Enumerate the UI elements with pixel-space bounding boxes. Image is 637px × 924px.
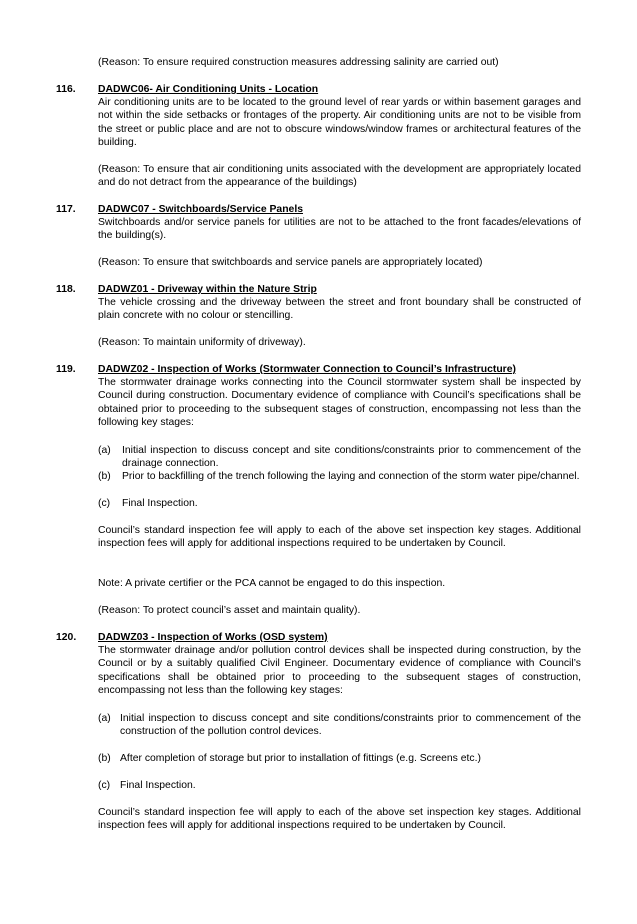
list-item-label: (a) [98,713,111,724]
condition-body: The stormwater drainage works connecting into the Council stormwater system shall be inspected by Council during construction. Documentary evidence of compliance with Council’s specifications shall be obtained prior to proceeding to the subsequent stages of construction, encompassing not less than the following key stages: [98,377,581,429]
list-item-text: Final Inspection. [122,498,198,509]
list-item-text: Initial inspection to discuss concept and site conditions/constraints prior to commencement of the drainage connection. [122,445,581,470]
condition-body: Switchboards and/or service panels for utilities are not to be attached to the front facades/elevations of the building(s). [98,217,581,242]
list-item [98,444,581,471]
list-item-label: (a) [98,445,111,456]
list-item [98,497,581,510]
condition-heading: DADWZ03 - Inspection of Works (OSD system) [98,632,328,643]
list-item-text: After completion of storage but prior to installation of fittings (e.g. Screens etc.) [120,753,481,764]
condition-reason: (Reason: To ensure that air conditioning units associated with the development are appropriately located and do not detract from the appearance of the buildings) [98,164,581,189]
condition-heading: DADWZ02 - Inspection of Works (Stormwater Connection to Council’s Infrastructure) [98,364,516,375]
condition-number: 120. [56,632,77,643]
condition-body: Air conditioning units are to be located to the ground level of rear yards or within basement garages and not within the side setbacks or frontages of the property. Air conditioning units are not to be visible from the street or public place and are not to obscure windows/window frames or architectural features of the building. [98,97,581,149]
certifier-note: Note: A private certifier or the PCA cannot be engaged to do this inspection. [98,578,446,589]
list-item [98,712,581,739]
intro-reason: (Reason: To ensure required construction measures addressing salinity are carried out) [98,57,499,68]
inspection-fee: Council’s standard inspection fee will apply to each of the above set inspection key stages. Additional inspection fees will apply for additional inspections required to be undertaken by Council. [98,525,581,550]
condition-heading: DADWC07 - Switchboards/Service Panels [98,204,303,215]
condition-number: 119. [56,364,76,375]
condition-number: 116. [56,84,76,95]
list-item-text: Final Inspection. [120,780,196,791]
list-item [98,470,581,483]
condition-reason: (Reason: To maintain uniformity of driveway). [98,337,306,348]
list-item-text: Initial inspection to discuss concept and site conditions/constraints prior to commencement of the construction of the pollution control devices. [120,713,581,738]
list-item-label: (b) [98,471,111,482]
condition-body: The stormwater drainage and/or pollution control devices shall be inspected during construction, by the Council or by a suitably qualified Civil Engineer. Documentary evidence of compliance with Council’s specifications shall be obtained prior to proceeding to the subsequent stages of construction, encompassing not less than the following key stages: [98,645,581,697]
inspection-fee: Council’s standard inspection fee will apply to each of the above set inspection key stages. Additional inspection fees will apply for additional inspections required to be undertaken by Council. [98,807,581,832]
condition-reason: (Reason: To ensure that switchboards and service panels are appropriately located) [98,257,483,268]
condition-heading: DADWZ01 - Driveway within the Nature Strip [98,284,317,295]
condition-reason: (Reason: To protect council’s asset and maintain quality). [98,605,361,616]
condition-number: 117. [56,204,76,215]
list-item-label: (c) [98,780,111,791]
condition-number: 118. [56,284,76,295]
list-item-label: (c) [98,498,111,509]
condition-heading: DADWC06- Air Conditioning Units - Location [98,84,319,95]
condition-body: The vehicle crossing and the driveway between the street and front boundary shall be constructed of plain concrete with no colour or stencilling. [98,297,581,322]
list-item-text: Prior to backfilling of the trench following the laying and connection of the storm water pipe/channel. [122,471,580,482]
list-item [98,752,581,765]
list-item [98,779,581,792]
list-item-label: (b) [98,753,111,764]
